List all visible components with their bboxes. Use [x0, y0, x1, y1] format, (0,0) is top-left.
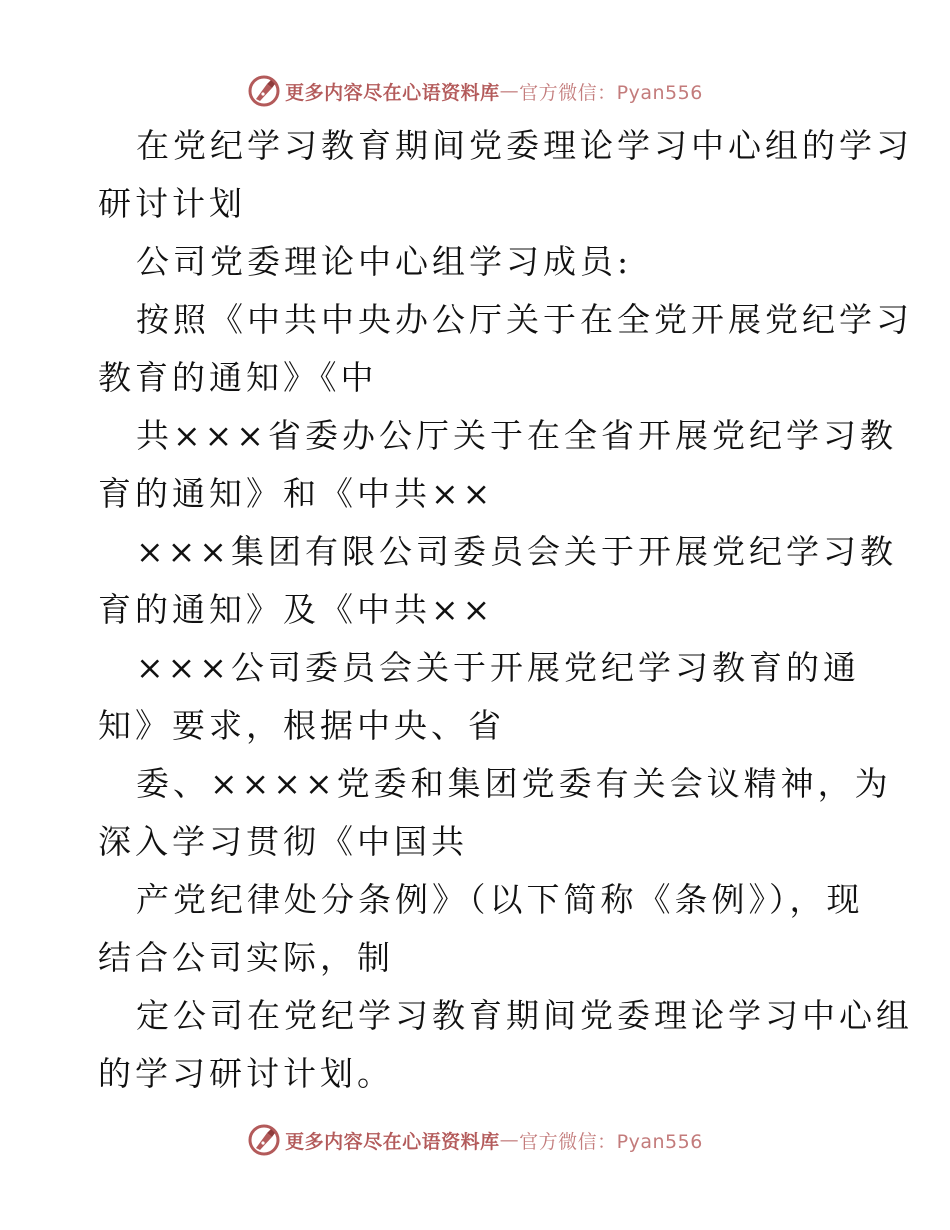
paragraph-line: 共×××省委办公厅关于在全省开展党纪学习教 — [136, 416, 897, 455]
paragraph-line: 委、××××党委和集团党委有关会议精神，为 — [136, 764, 892, 803]
paragraph-line: 教育的通知》《中 — [98, 358, 378, 397]
title-line-1: 在党纪学习教育期间党委理论学习中心组的学习 — [136, 126, 913, 165]
paragraph-line: 育的通知》和《中共×× — [98, 474, 495, 513]
paragraph-line: ×××集团有限公司委员会关于开展党纪学习教 — [136, 532, 897, 571]
paragraph-line: 定公司在党纪学习教育期间党委理论学习中心组 — [136, 996, 913, 1035]
paragraph-line: 知》要求，根据中央、省 — [98, 706, 505, 745]
watermark-title: 更多内容尽在心语资料库 — [285, 81, 500, 104]
paragraph-line: 的学习研讨计划。 — [98, 1054, 394, 1093]
paragraph-line: 产党纪律处分条例》（以下简称《条例》），现 — [136, 880, 864, 919]
watermark-wechat: 官方微信：Pyan556 — [519, 1130, 703, 1153]
paragraph-line: ×××公司委员会关于开展党纪学习教育的通 — [136, 648, 860, 687]
watermark-title: 更多内容尽在心语资料库 — [285, 1130, 500, 1153]
paragraph-line: 育的通知》及《中共×× — [98, 590, 495, 629]
paragraph-line: 深入学习贯彻《中国共 — [98, 822, 468, 861]
paragraph-line: 结合公司实际，制 — [98, 938, 394, 977]
salutation: 公司党委理论中心组学习成员: — [136, 242, 633, 281]
watermark-separator: — — [499, 80, 520, 102]
footer-watermark — [0, 1120, 950, 1160]
watermark-wechat: 官方微信：Pyan556 — [519, 81, 703, 104]
paragraph-line: 按照《中共中央办公厅关于在全党开展党纪学习 — [136, 300, 913, 339]
watermark-separator: — — [499, 1129, 520, 1151]
pen-nib-logo-icon — [247, 1123, 281, 1157]
title-line-2: 研讨计划 — [98, 184, 246, 223]
